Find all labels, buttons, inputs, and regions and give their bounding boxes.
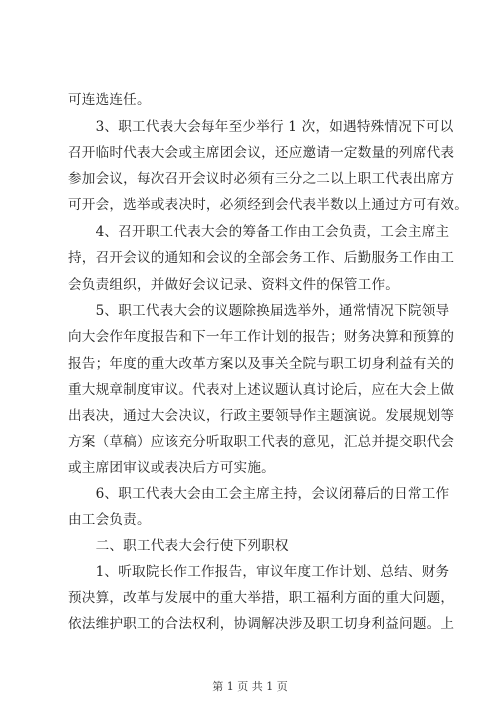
text-line: 会负责组织，并做好会议记录、资料文件的保管工作。 (68, 277, 400, 293)
text-line: 3、职工代表大会每年至少举行 1 次，如遇特殊情况下可以 (68, 119, 454, 135)
text-line: 重大规章制度审议。代表对上述议题认真讨论后，应在大会上做 (68, 382, 455, 398)
text-line: 召开临时代表大会或主席团会议，还应邀请一定数量的列席代表 (68, 145, 455, 161)
text-line: 6、职工代表大会由工会主席主持，会议闭幕后的日常工作 (68, 486, 450, 502)
section-heading: 二、职工代表大会行使下列职权 (68, 538, 289, 554)
page-footer: 第 1 页 共 1 页 (212, 680, 288, 693)
text-line: 由工会负责。 (68, 512, 151, 528)
text-line: 出表决，通过大会决议，行政主要领导作主题演说。发展规划等 (68, 408, 455, 424)
text-line: 可连选连任。 (68, 92, 151, 108)
text-line: 5、职工代表大会的议题除换届选举外，通常情况下院领导 (68, 303, 450, 319)
text-line: 方案（草稿）应该充分听取职工代表的意见，汇总并提交职代会 (68, 434, 455, 450)
text-line: 持，召开会议的通知和会议的全部会务工作、后勤服务工作由工 (68, 250, 455, 266)
text-line: 向大会作年度报告和下一年工作计划的报告；财务决算和预算的 (68, 329, 455, 345)
text-line: 或主席团审议或表决后方可实施。 (68, 460, 275, 476)
text-line: 预决算，改革与发展中的重大举措，职工福利方面的重大问题， (68, 590, 455, 606)
text-line: 参加会议，每次召开会议时必须有三分之二以上职工代表出席方 (68, 171, 455, 187)
text-line: 可开会，选举或表决时，必须经到会代表半数以上通过方可有效。 (68, 197, 469, 213)
text-line: 报告；年度的重大改革方案以及事关全院与职工切身利益有关的 (68, 356, 455, 372)
text-line: 依法维护职工的合法权利，协调解决涉及职工切身利益问题。上 (68, 616, 455, 632)
text-line: 4、召开职工代表大会的筹备工作由工会负责，工会主席主 (68, 224, 450, 240)
text-line: 1、听取院长作工作报告，审议年度工作计划、总结、财务 (68, 564, 450, 580)
